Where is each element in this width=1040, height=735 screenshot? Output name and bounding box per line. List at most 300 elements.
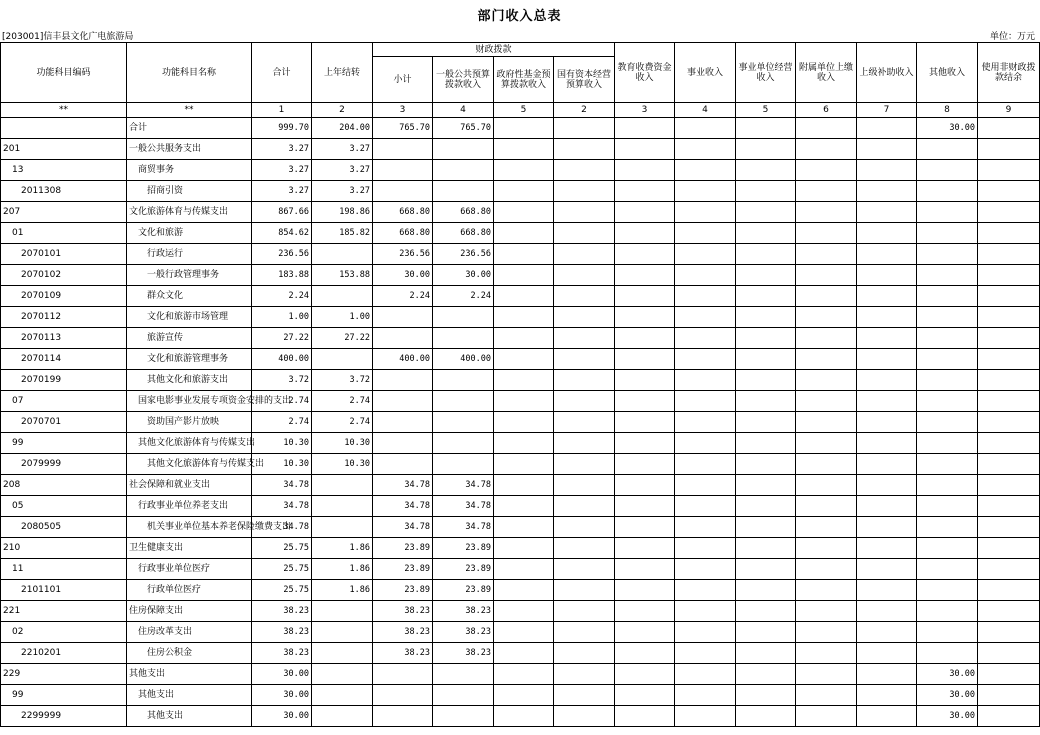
index-cell: 3 xyxy=(615,103,675,118)
subtotal-cell xyxy=(373,685,433,706)
name-cell: 旅游宣传 xyxy=(127,328,252,349)
code-cell: 208 xyxy=(1,475,127,496)
code-cell: 2070109 xyxy=(1,286,127,307)
state-capital-cell xyxy=(554,496,615,517)
department-label: [203001]信丰县文化广电旅游局 xyxy=(2,32,134,42)
code-cell xyxy=(1,118,127,139)
table-row xyxy=(1,118,1040,139)
gov-fund-cell xyxy=(494,223,554,244)
superior-subsidy-cell xyxy=(857,160,917,181)
operating-income-cell xyxy=(736,496,796,517)
education-fee-cell xyxy=(615,685,675,706)
education-fee-cell xyxy=(615,517,675,538)
subtotal-cell: 34.78 xyxy=(373,475,433,496)
general-budget-cell xyxy=(433,706,494,727)
superior-subsidy-cell xyxy=(857,181,917,202)
other-income-cell xyxy=(917,454,978,475)
operating-income-cell xyxy=(736,664,796,685)
general-budget-cell xyxy=(433,307,494,328)
subtotal-cell xyxy=(373,139,433,160)
non-fiscal-balance-cell xyxy=(978,244,1040,265)
operating-income-cell xyxy=(736,139,796,160)
name-cell: 行政单位医疗 xyxy=(127,580,252,601)
gov-fund-cell xyxy=(494,685,554,706)
superior-subsidy-cell xyxy=(857,475,917,496)
subsidiary-income-cell xyxy=(796,601,857,622)
code-cell: 2070114 xyxy=(1,349,127,370)
index-cell: 5 xyxy=(736,103,796,118)
superior-subsidy-cell xyxy=(857,118,917,139)
index-cell: 2 xyxy=(554,103,615,118)
gov-fund-cell xyxy=(494,538,554,559)
business-income-cell xyxy=(675,496,736,517)
subsidiary-income-cell xyxy=(796,475,857,496)
header-name: 功能科目名称 xyxy=(127,43,252,103)
index-cell: 8 xyxy=(917,103,978,118)
gov-fund-cell xyxy=(494,622,554,643)
subsidiary-income-cell xyxy=(796,454,857,475)
gov-fund-cell xyxy=(494,202,554,223)
other-income-cell xyxy=(917,391,978,412)
superior-subsidy-cell xyxy=(857,223,917,244)
carryover-cell xyxy=(312,685,373,706)
subtotal-cell: 38.23 xyxy=(373,622,433,643)
general-budget-cell: 38.23 xyxy=(433,601,494,622)
name-cell: 文化和旅游 xyxy=(127,223,252,244)
general-budget-cell: 38.23 xyxy=(433,622,494,643)
subtotal-cell xyxy=(373,433,433,454)
code-cell: 207 xyxy=(1,202,127,223)
name-cell: 资助国产影片放映 xyxy=(127,412,252,433)
other-income-cell xyxy=(917,475,978,496)
subsidiary-income-cell xyxy=(796,433,857,454)
table-row xyxy=(1,517,1040,538)
subsidiary-income-cell xyxy=(796,538,857,559)
carryover-cell: 10.30 xyxy=(312,433,373,454)
business-income-cell xyxy=(675,223,736,244)
education-fee-cell xyxy=(615,580,675,601)
subtotal-cell: 38.23 xyxy=(373,643,433,664)
business-income-cell xyxy=(675,328,736,349)
subsidiary-income-cell xyxy=(796,223,857,244)
general-budget-cell xyxy=(433,412,494,433)
general-budget-cell: 34.78 xyxy=(433,496,494,517)
other-income-cell xyxy=(917,538,978,559)
header-state-capital: 国有资本经营预算收入 xyxy=(554,57,615,103)
total-cell: 38.23 xyxy=(252,643,312,664)
non-fiscal-balance-cell xyxy=(978,223,1040,244)
name-cell: 行政事业单位医疗 xyxy=(127,559,252,580)
table-row xyxy=(1,412,1040,433)
state-capital-cell xyxy=(554,160,615,181)
general-budget-cell xyxy=(433,685,494,706)
state-capital-cell xyxy=(554,664,615,685)
index-cell: 3 xyxy=(373,103,433,118)
operating-income-cell xyxy=(736,643,796,664)
superior-subsidy-cell xyxy=(857,307,917,328)
education-fee-cell xyxy=(615,475,675,496)
code-cell: 2080505 xyxy=(1,517,127,538)
non-fiscal-balance-cell xyxy=(978,559,1040,580)
superior-subsidy-cell xyxy=(857,139,917,160)
total-cell: 400.00 xyxy=(252,349,312,370)
operating-income-cell xyxy=(736,580,796,601)
code-cell: 99 xyxy=(1,433,127,454)
other-income-cell xyxy=(917,601,978,622)
superior-subsidy-cell xyxy=(857,559,917,580)
general-budget-cell xyxy=(433,328,494,349)
total-cell: 3.27 xyxy=(252,139,312,160)
other-income-cell xyxy=(917,160,978,181)
carryover-cell xyxy=(312,706,373,727)
carryover-cell: 1.86 xyxy=(312,559,373,580)
state-capital-cell xyxy=(554,244,615,265)
state-capital-cell xyxy=(554,391,615,412)
gov-fund-cell xyxy=(494,643,554,664)
superior-subsidy-cell xyxy=(857,538,917,559)
name-cell: 商贸事务 xyxy=(127,160,252,181)
state-capital-cell xyxy=(554,118,615,139)
header-other-income: 其他收入 xyxy=(917,43,978,103)
business-income-cell xyxy=(675,433,736,454)
gov-fund-cell xyxy=(494,181,554,202)
subtotal-cell: 236.56 xyxy=(373,244,433,265)
operating-income-cell xyxy=(736,538,796,559)
code-cell: 221 xyxy=(1,601,127,622)
gov-fund-cell xyxy=(494,580,554,601)
education-fee-cell xyxy=(615,202,675,223)
subtotal-cell xyxy=(373,664,433,685)
code-cell: 11 xyxy=(1,559,127,580)
state-capital-cell xyxy=(554,328,615,349)
code-cell: 2070199 xyxy=(1,370,127,391)
operating-income-cell xyxy=(736,391,796,412)
superior-subsidy-cell xyxy=(857,685,917,706)
general-budget-cell: 38.23 xyxy=(433,643,494,664)
subtotal-cell: 765.70 xyxy=(373,118,433,139)
total-cell: 1.00 xyxy=(252,307,312,328)
carryover-cell: 3.72 xyxy=(312,370,373,391)
education-fee-cell xyxy=(615,454,675,475)
name-cell: 其他文化旅游体育与传媒支出 xyxy=(127,454,252,475)
operating-income-cell xyxy=(736,349,796,370)
total-cell: 10.30 xyxy=(252,433,312,454)
name-cell: 社会保障和就业支出 xyxy=(127,475,252,496)
name-cell: 机关事业单位基本养老保险缴费支出 xyxy=(127,517,252,538)
subsidiary-income-cell xyxy=(796,580,857,601)
code-cell: 13 xyxy=(1,160,127,181)
name-cell: 国家电影事业发展专项资金安排的支出 xyxy=(127,391,252,412)
non-fiscal-balance-cell xyxy=(978,454,1040,475)
table-row xyxy=(1,664,1040,685)
index-cell: 9 xyxy=(978,103,1040,118)
table-row xyxy=(1,559,1040,580)
code-cell: 2210201 xyxy=(1,643,127,664)
non-fiscal-balance-cell xyxy=(978,118,1040,139)
state-capital-cell xyxy=(554,706,615,727)
name-cell: 住房改革支出 xyxy=(127,622,252,643)
subsidiary-income-cell xyxy=(796,265,857,286)
subtotal-cell: 30.00 xyxy=(373,265,433,286)
superior-subsidy-cell xyxy=(857,622,917,643)
carryover-cell: 27.22 xyxy=(312,328,373,349)
superior-subsidy-cell xyxy=(857,412,917,433)
other-income-cell xyxy=(917,244,978,265)
carryover-cell xyxy=(312,475,373,496)
carryover-cell xyxy=(312,496,373,517)
superior-subsidy-cell xyxy=(857,496,917,517)
subsidiary-income-cell xyxy=(796,685,857,706)
business-income-cell xyxy=(675,454,736,475)
business-income-cell xyxy=(675,265,736,286)
code-cell: 05 xyxy=(1,496,127,517)
business-income-cell xyxy=(675,559,736,580)
other-income-cell: 30.00 xyxy=(917,118,978,139)
education-fee-cell xyxy=(615,244,675,265)
table-row xyxy=(1,622,1040,643)
code-cell: 99 xyxy=(1,685,127,706)
gov-fund-cell xyxy=(494,664,554,685)
name-cell: 一般行政管理事务 xyxy=(127,265,252,286)
table-row xyxy=(1,706,1040,727)
non-fiscal-balance-cell xyxy=(978,202,1040,223)
gov-fund-cell xyxy=(494,433,554,454)
code-cell: 2011308 xyxy=(1,181,127,202)
gov-fund-cell xyxy=(494,265,554,286)
education-fee-cell xyxy=(615,328,675,349)
table-row xyxy=(1,349,1040,370)
general-budget-cell xyxy=(433,454,494,475)
other-income-cell xyxy=(917,349,978,370)
general-budget-cell xyxy=(433,391,494,412)
gov-fund-cell xyxy=(494,391,554,412)
index-cell: 4 xyxy=(675,103,736,118)
other-income-cell xyxy=(917,286,978,307)
operating-income-cell xyxy=(736,202,796,223)
education-fee-cell xyxy=(615,412,675,433)
carryover-cell: 198.86 xyxy=(312,202,373,223)
business-income-cell xyxy=(675,118,736,139)
subsidiary-income-cell xyxy=(796,412,857,433)
table-row xyxy=(1,496,1040,517)
header-code: 功能科目编码 xyxy=(1,43,127,103)
general-budget-cell: 668.80 xyxy=(433,223,494,244)
non-fiscal-balance-cell xyxy=(978,412,1040,433)
state-capital-cell xyxy=(554,622,615,643)
total-cell: 2.24 xyxy=(252,286,312,307)
non-fiscal-balance-cell xyxy=(978,265,1040,286)
operating-income-cell xyxy=(736,622,796,643)
general-budget-cell xyxy=(433,160,494,181)
other-income-cell xyxy=(917,328,978,349)
operating-income-cell xyxy=(736,370,796,391)
non-fiscal-balance-cell xyxy=(978,307,1040,328)
general-budget-cell xyxy=(433,181,494,202)
carryover-cell: 3.27 xyxy=(312,181,373,202)
operating-income-cell xyxy=(736,433,796,454)
total-cell: 38.23 xyxy=(252,601,312,622)
operating-income-cell xyxy=(736,412,796,433)
name-cell: 卫生健康支出 xyxy=(127,538,252,559)
other-income-cell xyxy=(917,580,978,601)
education-fee-cell xyxy=(615,181,675,202)
carryover-cell: 1.86 xyxy=(312,538,373,559)
superior-subsidy-cell xyxy=(857,286,917,307)
education-fee-cell xyxy=(615,433,675,454)
header-business-income: 事业收入 xyxy=(675,43,736,103)
education-fee-cell xyxy=(615,664,675,685)
subtotal-cell: 34.78 xyxy=(373,517,433,538)
subtotal-cell xyxy=(373,706,433,727)
non-fiscal-balance-cell xyxy=(978,328,1040,349)
subtotal-cell xyxy=(373,454,433,475)
carryover-cell: 204.00 xyxy=(312,118,373,139)
education-fee-cell xyxy=(615,265,675,286)
state-capital-cell xyxy=(554,643,615,664)
operating-income-cell xyxy=(736,118,796,139)
non-fiscal-balance-cell xyxy=(978,580,1040,601)
state-capital-cell xyxy=(554,475,615,496)
non-fiscal-balance-cell xyxy=(978,349,1040,370)
state-capital-cell xyxy=(554,307,615,328)
general-budget-cell: 765.70 xyxy=(433,118,494,139)
index-cell: 2 xyxy=(312,103,373,118)
header-general-budget: 一般公共预算拨款收入 xyxy=(433,57,494,103)
superior-subsidy-cell xyxy=(857,328,917,349)
name-cell: 群众文化 xyxy=(127,286,252,307)
total-cell: 34.78 xyxy=(252,496,312,517)
subtotal-cell xyxy=(373,160,433,181)
other-income-cell xyxy=(917,433,978,454)
total-cell: 30.00 xyxy=(252,706,312,727)
education-fee-cell xyxy=(615,496,675,517)
general-budget-cell: 668.80 xyxy=(433,202,494,223)
table-row xyxy=(1,391,1040,412)
gov-fund-cell xyxy=(494,160,554,181)
superior-subsidy-cell xyxy=(857,433,917,454)
business-income-cell xyxy=(675,643,736,664)
table-row xyxy=(1,433,1040,454)
general-budget-cell: 23.89 xyxy=(433,538,494,559)
business-income-cell xyxy=(675,286,736,307)
subsidiary-income-cell xyxy=(796,349,857,370)
name-cell: 其他支出 xyxy=(127,685,252,706)
carryover-cell xyxy=(312,517,373,538)
subtotal-cell: 668.80 xyxy=(373,202,433,223)
other-income-cell: 30.00 xyxy=(917,685,978,706)
total-cell: 25.75 xyxy=(252,559,312,580)
carryover-cell: 10.30 xyxy=(312,454,373,475)
non-fiscal-balance-cell xyxy=(978,181,1040,202)
name-cell: 文化和旅游市场管理 xyxy=(127,307,252,328)
superior-subsidy-cell xyxy=(857,244,917,265)
state-capital-cell xyxy=(554,265,615,286)
name-cell: 其他支出 xyxy=(127,664,252,685)
other-income-cell xyxy=(917,643,978,664)
general-budget-cell: 34.78 xyxy=(433,475,494,496)
name-cell: 行政运行 xyxy=(127,244,252,265)
state-capital-cell xyxy=(554,349,615,370)
subsidiary-income-cell xyxy=(796,370,857,391)
operating-income-cell xyxy=(736,244,796,265)
subtotal-cell: 23.89 xyxy=(373,538,433,559)
subtotal-cell xyxy=(373,307,433,328)
state-capital-cell xyxy=(554,580,615,601)
state-capital-cell xyxy=(554,559,615,580)
education-fee-cell xyxy=(615,601,675,622)
total-cell: 236.56 xyxy=(252,244,312,265)
business-income-cell xyxy=(675,139,736,160)
header-superior-subsidy: 上级补助收入 xyxy=(857,43,917,103)
total-cell: 3.72 xyxy=(252,370,312,391)
education-fee-cell xyxy=(615,118,675,139)
name-cell: 行政事业单位养老支出 xyxy=(127,496,252,517)
gov-fund-cell xyxy=(494,496,554,517)
operating-income-cell xyxy=(736,286,796,307)
non-fiscal-balance-cell xyxy=(978,517,1040,538)
index-cell: 6 xyxy=(796,103,857,118)
header-education-fee: 教育收费资金收入 xyxy=(615,43,675,103)
table-row xyxy=(1,244,1040,265)
non-fiscal-balance-cell xyxy=(978,538,1040,559)
superior-subsidy-cell xyxy=(857,580,917,601)
header-operating-income: 事业单位经营收入 xyxy=(736,43,796,103)
code-cell: 2070102 xyxy=(1,265,127,286)
code-cell: 210 xyxy=(1,538,127,559)
general-budget-cell: 2.24 xyxy=(433,286,494,307)
general-budget-cell: 236.56 xyxy=(433,244,494,265)
header-total: 合计 xyxy=(252,43,312,103)
subtotal-cell xyxy=(373,328,433,349)
table-row xyxy=(1,223,1040,244)
other-income-cell xyxy=(917,559,978,580)
code-cell: 2079999 xyxy=(1,454,127,475)
code-cell: 2070101 xyxy=(1,244,127,265)
operating-income-cell xyxy=(736,160,796,181)
total-cell: 10.30 xyxy=(252,454,312,475)
state-capital-cell xyxy=(554,223,615,244)
non-fiscal-balance-cell xyxy=(978,370,1040,391)
state-capital-cell xyxy=(554,412,615,433)
total-cell: 3.27 xyxy=(252,160,312,181)
header-non-fiscal-balance: 使用非财政拨款结余 xyxy=(978,43,1040,103)
state-capital-cell xyxy=(554,370,615,391)
carryover-cell: 153.88 xyxy=(312,265,373,286)
other-income-cell xyxy=(917,181,978,202)
carryover-cell: 2.74 xyxy=(312,391,373,412)
table-row xyxy=(1,370,1040,391)
code-cell: 02 xyxy=(1,622,127,643)
non-fiscal-balance-cell xyxy=(978,433,1040,454)
non-fiscal-balance-cell xyxy=(978,706,1040,727)
business-income-cell xyxy=(675,412,736,433)
state-capital-cell xyxy=(554,538,615,559)
superior-subsidy-cell xyxy=(857,601,917,622)
state-capital-cell xyxy=(554,454,615,475)
state-capital-cell xyxy=(554,286,615,307)
code-cell: 2299999 xyxy=(1,706,127,727)
subtotal-cell: 23.89 xyxy=(373,580,433,601)
other-income-cell xyxy=(917,370,978,391)
carryover-cell: 1.00 xyxy=(312,307,373,328)
superior-subsidy-cell xyxy=(857,664,917,685)
other-income-cell xyxy=(917,223,978,244)
state-capital-cell xyxy=(554,181,615,202)
table-row xyxy=(1,475,1040,496)
education-fee-cell xyxy=(615,643,675,664)
carryover-cell xyxy=(312,622,373,643)
operating-income-cell xyxy=(736,517,796,538)
